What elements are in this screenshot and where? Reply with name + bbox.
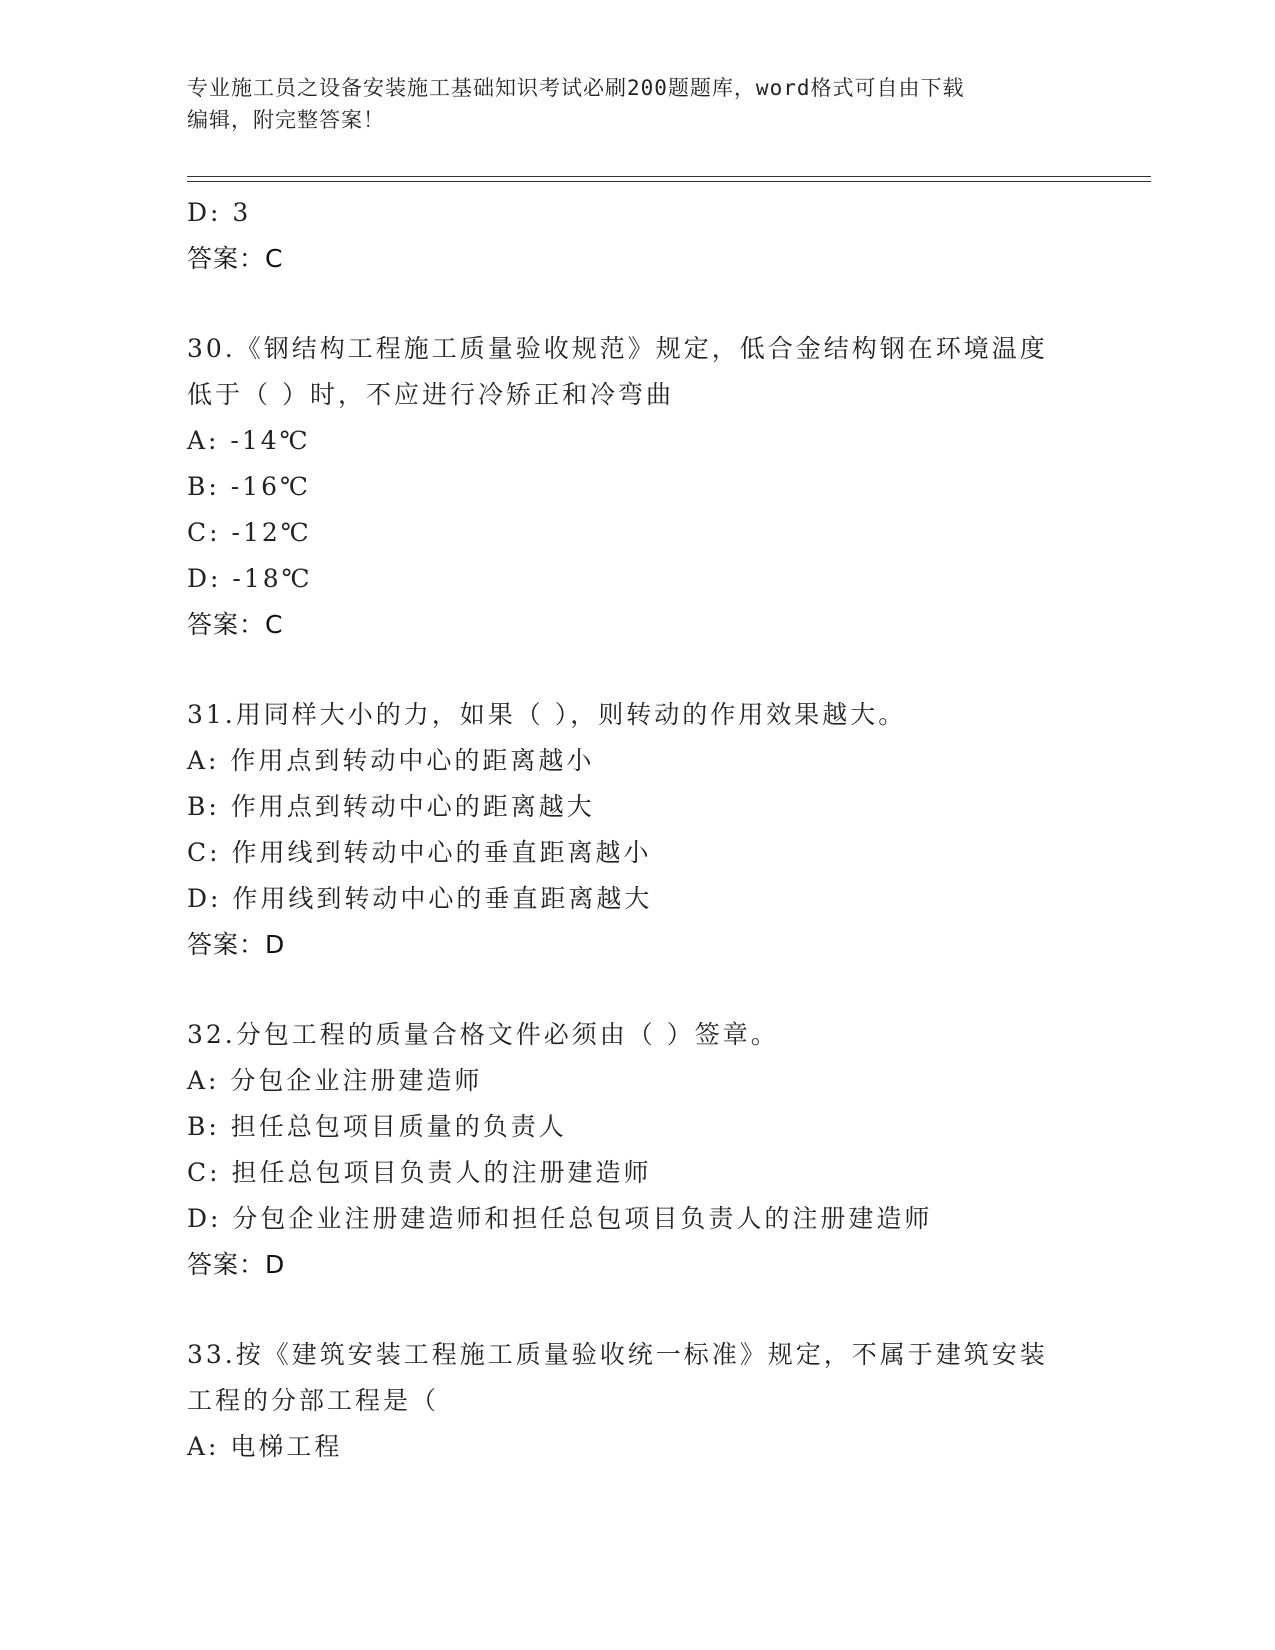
header-line-1: 专业施工员之设备安装施工基础知识考试必刷200题题库，word格式可自由下载: [187, 76, 965, 100]
option-a: A: 作用点到转动中心的距离越小: [187, 746, 595, 775]
question-31: [187, 692, 1087, 968]
header-line-2: 编辑，附完整答案！: [187, 108, 385, 132]
option-b: B: 作用点到转动中心的距离越大: [187, 792, 595, 821]
option-a: A: -14℃: [187, 426, 311, 455]
question-stem: 32.分包工程的质量合格文件必须由（ ）签章。: [187, 1020, 779, 1049]
option-b: B: 担任总包项目质量的负责人: [187, 1112, 567, 1141]
header-divider-top: [187, 176, 1151, 177]
question-stem: 低于（ ）时，不应进行冷矫正和冷弯曲: [187, 380, 674, 409]
question-stem: 工程的分部工程是（: [187, 1386, 440, 1415]
header-divider-bottom: [187, 181, 1151, 182]
question-33: [187, 1332, 1087, 1470]
document-header: [187, 72, 1067, 136]
option-c: C: 作用线到转动中心的垂直距离越小: [187, 838, 652, 867]
option-c: C: 担任总包项目负责人的注册建造师: [187, 1158, 652, 1187]
question-30: [187, 326, 1087, 648]
question-32: [187, 1012, 1087, 1288]
option-c: C: -12℃: [187, 518, 312, 547]
question-stem: 31.用同样大小的力，如果（ ），则转动的作用效果越大。: [187, 700, 907, 729]
answer-line: 答案：D: [187, 930, 286, 959]
option-d: D: 分包企业注册建造师和担任总包项目负责人的注册建造师: [187, 1204, 933, 1233]
answer-line: 答案：C: [187, 244, 284, 273]
question-list: [187, 190, 1087, 1470]
answer-line: 答案：C: [187, 610, 284, 639]
question-stem: 30.《钢结构工程施工质量验收规范》规定，低合金结构钢在环境温度: [187, 334, 1048, 363]
option-b: B: -16℃: [187, 472, 311, 501]
question-stem: 33.按《建筑安装工程施工质量验收统一标准》规定，不属于建筑安装: [187, 1340, 1048, 1369]
option-a: A: 分包企业注册建造师: [187, 1066, 483, 1095]
answer-line: 答案：D: [187, 1250, 286, 1279]
option-a: A: 电梯工程: [187, 1432, 343, 1461]
option-d: D: 3: [187, 198, 252, 227]
option-d: D: 作用线到转动中心的垂直距离越大: [187, 884, 653, 913]
option-d: D: -18℃: [187, 564, 313, 593]
